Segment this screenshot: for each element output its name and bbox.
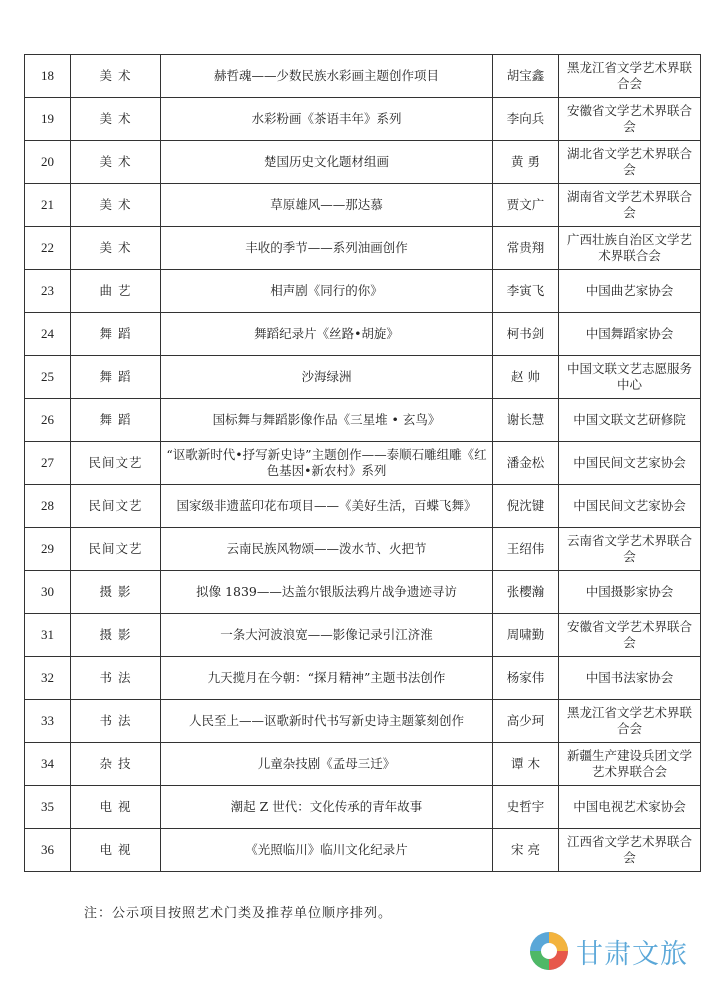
row-applicant: 李向兵 (493, 98, 559, 141)
row-applicant: 贾文广 (493, 184, 559, 227)
row-recommending-unit: 安徽省文学艺术界联合会 (559, 614, 701, 657)
row-number: 24 (25, 313, 71, 356)
table-row (25, 141, 701, 184)
row-recommending-unit: 中国民间文艺家协会 (559, 442, 701, 485)
row-applicant: 谢长慧 (493, 399, 559, 442)
row-number: 35 (25, 786, 71, 829)
row-number: 28 (25, 485, 71, 528)
row-category: 舞 蹈 (71, 313, 161, 356)
row-applicant: 谭 木 (493, 743, 559, 786)
row-applicant: 王绍伟 (493, 528, 559, 571)
row-recommending-unit: 中国民间文艺家协会 (559, 485, 701, 528)
table-row (25, 528, 701, 571)
row-category: 摄 影 (71, 571, 161, 614)
row-recommending-unit: 中国文联文艺志愿服务中心 (559, 356, 701, 399)
row-category: 电 视 (71, 786, 161, 829)
row-applicant: 宋 亮 (493, 829, 559, 872)
row-applicant: 胡宝鑫 (493, 55, 559, 98)
row-category: 摄 影 (71, 614, 161, 657)
row-number: 31 (25, 614, 71, 657)
row-recommending-unit: 黑龙江省文学艺术界联合会 (559, 700, 701, 743)
row-project-title: 拟像 1839——达盖尔银版法鸦片战争遗迹寻访 (161, 571, 493, 614)
row-project-title: 九天揽月在今朝：“探月精神”主题书法创作 (161, 657, 493, 700)
table-row (25, 614, 701, 657)
row-recommending-unit: 中国曲艺家协会 (559, 270, 701, 313)
row-recommending-unit: 新疆生产建设兵团文学艺术界联合会 (559, 743, 701, 786)
row-category: 曲 艺 (71, 270, 161, 313)
row-number: 34 (25, 743, 71, 786)
row-number: 19 (25, 98, 71, 141)
row-applicant: 李寅飞 (493, 270, 559, 313)
table-row (25, 270, 701, 313)
row-recommending-unit: 安徽省文学艺术界联合会 (559, 98, 701, 141)
row-category: 美 术 (71, 55, 161, 98)
row-project-title: 国标舞与舞蹈影像作品《三星堆 • 玄鸟》 (161, 399, 493, 442)
row-applicant: 柯书剑 (493, 313, 559, 356)
table-row (25, 657, 701, 700)
row-number: 33 (25, 700, 71, 743)
row-project-title: 《光照临川》临川文化纪录片 (161, 829, 493, 872)
row-recommending-unit: 江西省文学艺术界联合会 (559, 829, 701, 872)
table-row (25, 743, 701, 786)
row-project-title: “讴歌新时代•抒写新史诗”主题创作——泰顺石雕组雕《红色基因•新农村》系列 (161, 442, 493, 485)
row-category: 舞 蹈 (71, 356, 161, 399)
row-number: 27 (25, 442, 71, 485)
table-row (25, 227, 701, 270)
row-project-title: 楚国历史文化题材组画 (161, 141, 493, 184)
table-row (25, 485, 701, 528)
project-table-body (25, 55, 701, 872)
row-project-title: 云南民族风物颂——泼水节、火把节 (161, 528, 493, 571)
row-recommending-unit: 云南省文学艺术界联合会 (559, 528, 701, 571)
row-number: 18 (25, 55, 71, 98)
row-project-title: 人民至上——讴歌新时代书写新史诗主题篆刻创作 (161, 700, 493, 743)
row-project-title: 水彩粉画《茶语丰年》系列 (161, 98, 493, 141)
row-number: 32 (25, 657, 71, 700)
project-table-container (24, 54, 700, 872)
row-applicant: 常贵翔 (493, 227, 559, 270)
row-applicant: 赵 帅 (493, 356, 559, 399)
row-recommending-unit: 中国书法家协会 (559, 657, 701, 700)
row-recommending-unit: 中国舞蹈家协会 (559, 313, 701, 356)
row-recommending-unit: 湖北省文学艺术界联合会 (559, 141, 701, 184)
table-row (25, 571, 701, 614)
row-category: 书 法 (71, 700, 161, 743)
row-number: 20 (25, 141, 71, 184)
row-project-title: 一条大河波浪宽——影像记录引江济淮 (161, 614, 493, 657)
row-number: 25 (25, 356, 71, 399)
table-row (25, 399, 701, 442)
row-applicant: 周啸勤 (493, 614, 559, 657)
gansu-wenlv-logo-icon (528, 930, 570, 972)
row-number: 30 (25, 571, 71, 614)
row-category: 舞 蹈 (71, 399, 161, 442)
row-recommending-unit: 黑龙江省文学艺术界联合会 (559, 55, 701, 98)
row-number: 21 (25, 184, 71, 227)
row-recommending-unit: 广西壮族自治区文学艺术界联合会 (559, 227, 701, 270)
row-recommending-unit: 中国摄影家协会 (559, 571, 701, 614)
table-row (25, 442, 701, 485)
table-row (25, 184, 701, 227)
row-category: 民间文艺 (71, 485, 161, 528)
table-row (25, 98, 701, 141)
footnote: 注：公示项目按照艺术门类及推荐单位顺序排列。 (84, 906, 393, 921)
watermark (528, 928, 708, 974)
row-number: 26 (25, 399, 71, 442)
row-recommending-unit: 中国电视艺术家协会 (559, 786, 701, 829)
row-category: 美 术 (71, 141, 161, 184)
row-number: 36 (25, 829, 71, 872)
row-applicant: 史哲宇 (493, 786, 559, 829)
row-applicant: 倪沈键 (493, 485, 559, 528)
watermark-text: 甘肃文旅 (576, 938, 688, 970)
row-applicant: 黄 勇 (493, 141, 559, 184)
project-table (24, 54, 701, 872)
row-applicant: 张樱瀚 (493, 571, 559, 614)
row-category: 电 视 (71, 829, 161, 872)
table-row (25, 356, 701, 399)
row-project-title: 赫哲魂——少数民族水彩画主题创作项目 (161, 55, 493, 98)
row-recommending-unit: 中国文联文艺研修院 (559, 399, 701, 442)
row-category: 美 术 (71, 98, 161, 141)
table-row (25, 786, 701, 829)
row-project-title: 潮起 Z 世代：文化传承的青年故事 (161, 786, 493, 829)
table-row (25, 313, 701, 356)
row-project-title: 国家级非遗蓝印花布项目——《美好生活，百蝶飞舞》 (161, 485, 493, 528)
row-category: 杂 技 (71, 743, 161, 786)
row-number: 29 (25, 528, 71, 571)
row-project-title: 沙海绿洲 (161, 356, 493, 399)
row-applicant: 杨家伟 (493, 657, 559, 700)
row-category: 民间文艺 (71, 442, 161, 485)
row-recommending-unit: 湖南省文学艺术界联合会 (559, 184, 701, 227)
table-row (25, 700, 701, 743)
row-applicant: 高少珂 (493, 700, 559, 743)
table-row (25, 829, 701, 872)
row-category: 美 术 (71, 227, 161, 270)
row-project-title: 丰收的季节——系列油画创作 (161, 227, 493, 270)
row-project-title: 草原雄风——那达慕 (161, 184, 493, 227)
row-project-title: 舞蹈纪录片《丝路•胡旋》 (161, 313, 493, 356)
row-number: 22 (25, 227, 71, 270)
row-project-title: 儿童杂技剧《孟母三迁》 (161, 743, 493, 786)
row-category: 书 法 (71, 657, 161, 700)
row-category: 民间文艺 (71, 528, 161, 571)
row-project-title: 相声剧《同行的你》 (161, 270, 493, 313)
row-category: 美 术 (71, 184, 161, 227)
table-row (25, 55, 701, 98)
row-number: 23 (25, 270, 71, 313)
row-applicant: 潘金松 (493, 442, 559, 485)
